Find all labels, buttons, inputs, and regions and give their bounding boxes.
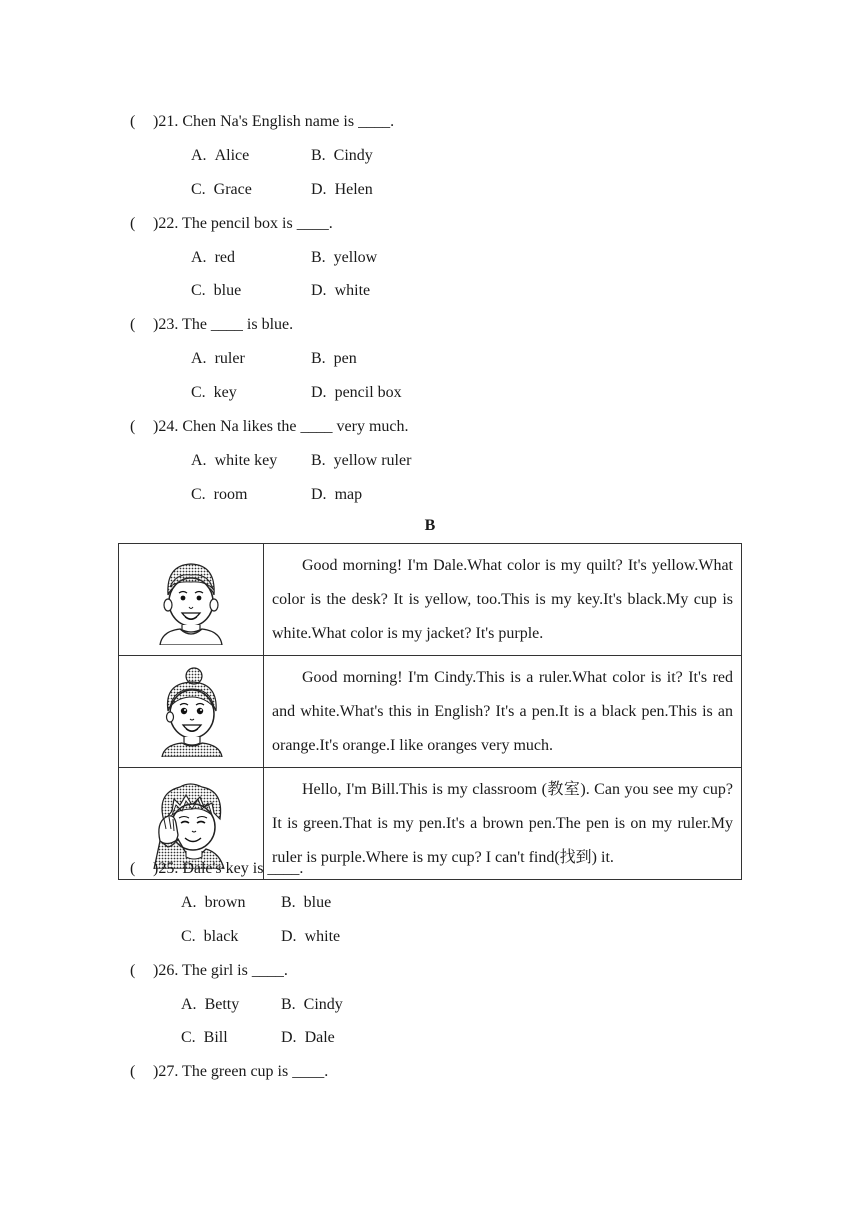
- question-23: ( )23. The ____ is blue.: [130, 316, 294, 333]
- answer-paren-open[interactable]: (: [130, 316, 136, 333]
- answer-paren-open[interactable]: (: [130, 962, 136, 979]
- question-stem: Chen Na's English name is ____.: [182, 113, 395, 130]
- question-stem: The girl is ____.: [182, 962, 288, 979]
- question-stem: The pencil box is ____.: [182, 215, 333, 232]
- passage-text-dale: Good morning! I'm Dale.What color is my quilt? It's yellow.What color is the desk? It is yellow, too.This is my key.It's black.My cup is white.What color is my jacket? It's purple.: [264, 544, 742, 656]
- answer-paren-open[interactable]: (: [130, 113, 136, 130]
- answer-paren-open[interactable]: (: [130, 215, 136, 232]
- passage-row-cindy: [119, 656, 742, 768]
- question-number: 22: [158, 215, 175, 232]
- portrait-cell: [119, 656, 264, 768]
- question-21: ( )21. Chen Na's English name is ____.: [130, 113, 395, 130]
- question-number: 21: [158, 113, 175, 130]
- option-26-d[interactable]: D. Dale: [281, 1029, 335, 1046]
- answer-paren-open[interactable]: (: [130, 860, 136, 877]
- option-25-a[interactable]: A. brown: [181, 894, 246, 911]
- boy-dale-icon: [146, 555, 236, 645]
- option-22-c[interactable]: C. blue: [191, 282, 242, 299]
- option-21-a[interactable]: A. Alice: [191, 147, 250, 164]
- girl-cindy-icon: [146, 667, 236, 757]
- question-number: 24: [158, 418, 175, 435]
- option-25-d[interactable]: D. white: [281, 928, 341, 945]
- question-22: ( )22. The pencil box is ____.: [130, 215, 333, 232]
- option-26-c[interactable]: C. Bill: [181, 1029, 228, 1046]
- question-number: 26: [158, 962, 175, 979]
- section-b-title: B: [424, 517, 436, 534]
- question-stem: The ____ is blue.: [182, 316, 294, 333]
- passage-text-cindy: Good morning! I'm Cindy.This is a ruler.What color is it? It's red and white.What's this in English? It's a pen.It is a black pen.This is an orange.It's orange.I like oranges very much.: [264, 656, 742, 768]
- question-number: 23: [158, 316, 175, 333]
- option-23-b[interactable]: B. pen: [311, 350, 357, 367]
- question-stem: The green cup is ____.: [182, 1063, 329, 1080]
- option-23-d[interactable]: D. pencil box: [311, 384, 402, 401]
- option-21-b[interactable]: B. Cindy: [311, 147, 373, 164]
- option-26-a[interactable]: A. Betty: [181, 996, 240, 1013]
- answer-paren-open[interactable]: (: [130, 418, 136, 435]
- boy-bill-icon: [146, 779, 236, 869]
- option-24-d[interactable]: D. map: [311, 486, 363, 503]
- option-21-d[interactable]: D. Helen: [311, 181, 373, 198]
- option-21-c[interactable]: C. Grace: [191, 181, 252, 198]
- portrait-cell: [119, 544, 264, 656]
- option-22-d[interactable]: D. white: [311, 282, 371, 299]
- option-24-c[interactable]: C. room: [191, 486, 248, 503]
- question-stem: Chen Na likes the ____ very much.: [182, 418, 409, 435]
- passages-table: [118, 543, 742, 880]
- option-23-c[interactable]: C. key: [191, 384, 237, 401]
- question-25: ( )25. Dale's key is ____.: [130, 860, 304, 877]
- option-24-a[interactable]: A. white key: [191, 452, 278, 469]
- question-24: ( )24. Chen Na likes the ____ very much.: [130, 418, 409, 435]
- option-26-b[interactable]: B. Cindy: [281, 996, 343, 1013]
- question-stem: Dale's key is ____.: [182, 860, 304, 877]
- option-22-b[interactable]: B. yellow: [311, 249, 378, 266]
- option-23-a[interactable]: A. ruler: [191, 350, 245, 367]
- passage-row-dale: [119, 544, 742, 656]
- question-27: ( )27. The green cup is ____.: [130, 1063, 329, 1080]
- option-22-a[interactable]: A. red: [191, 249, 235, 266]
- question-26: ( )26. The girl is ____.: [130, 962, 288, 979]
- option-25-c[interactable]: C. black: [181, 928, 239, 945]
- question-number: 25: [158, 860, 175, 877]
- question-number: 27: [158, 1063, 175, 1080]
- option-25-b[interactable]: B. blue: [281, 894, 332, 911]
- passage-text-bill: Hello, I'm Bill.This is my classroom (教室). Can you see my cup? It is green.That is my pen.It's a brown pen.The pen is on my ruler.My ruler is purple.Where is my cup? I can't find(找到) it.: [264, 768, 742, 880]
- answer-paren-open[interactable]: (: [130, 1063, 136, 1080]
- option-24-b[interactable]: B. yellow ruler: [311, 452, 412, 469]
